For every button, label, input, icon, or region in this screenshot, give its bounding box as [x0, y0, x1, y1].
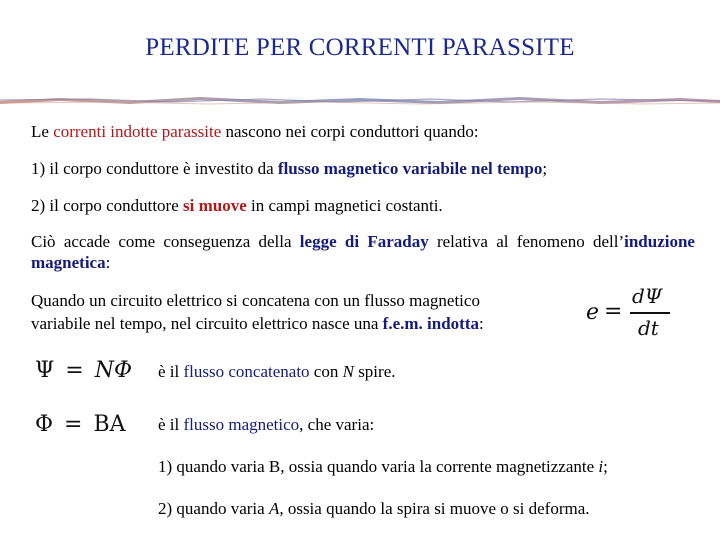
text: ossia quando la spira si muove o si deforma. — [283, 499, 590, 518]
text: è il — [158, 415, 184, 434]
formula-symbol: = — [64, 412, 83, 437]
text: spire. — [353, 362, 396, 381]
case-1 — [158, 456, 608, 477]
keyword-fem-indotta: f.e.m. indotta — [382, 314, 479, 333]
formula-symbol: Ψ — [35, 358, 55, 383]
text: : — [478, 314, 484, 333]
text: 1) quando varia B, ossia quando varia la corrente magnetizzante — [158, 457, 599, 476]
formula-symbol: NΦ — [94, 358, 133, 383]
text: ; — [603, 457, 608, 476]
text: 2) quando varia — [158, 499, 269, 518]
keyword-flusso-concatenato: flusso concatenato — [183, 362, 310, 381]
faraday-paragraph — [31, 231, 695, 273]
page-title: PERDITE PER CORRENTI PARASSITE — [145, 34, 575, 61]
text: Ciò accade come conseguenza della — [31, 232, 300, 251]
psi-description — [158, 361, 395, 382]
fraction-bar — [630, 312, 670, 314]
keyword-si-muove: si muove — [183, 196, 247, 215]
keyword-flusso-variabile: flusso magnetico variabile nel tempo — [277, 159, 543, 178]
intro-line — [31, 121, 479, 142]
formula-phi — [35, 412, 145, 442]
formula-symbol: e — [586, 300, 600, 325]
text: ; — [542, 159, 548, 178]
text: i — [598, 457, 604, 476]
keyword-legge-faraday: legge di Faraday — [299, 232, 429, 251]
text: nascono nei corpi conduttori quando: — [221, 122, 479, 141]
condition-1 — [31, 158, 547, 179]
circuit-line-2 — [31, 313, 484, 334]
formula-symbol: dt — [638, 316, 659, 340]
text: 1) il corpo conduttore è investito da — [31, 159, 278, 178]
condition-2 — [31, 195, 443, 216]
text: con — [309, 362, 343, 381]
keyword-flusso-magnetico: flusso magnetico — [183, 415, 300, 434]
text: , che varia: — [299, 415, 375, 434]
formula-symbol: = — [604, 299, 623, 324]
formula-emf — [586, 284, 686, 344]
circuit-line-1 — [31, 290, 480, 311]
text: in campi magnetici costanti. — [246, 196, 443, 215]
keyword-correnti-parassite: correnti indotte parassite — [53, 122, 222, 141]
text: Le — [31, 122, 54, 141]
formula-symbol: dΨ — [632, 284, 663, 308]
text: è il — [158, 362, 184, 381]
formula-symbol: Φ — [35, 412, 54, 437]
text: 2) il corpo conduttore — [31, 196, 184, 215]
decorative-divider — [0, 92, 720, 108]
formula-symbol: = — [65, 358, 84, 383]
case-2 — [158, 498, 590, 519]
formula-psi — [35, 358, 145, 388]
text: : — [105, 253, 111, 272]
phi-description — [158, 414, 374, 435]
text: Quando un circuito elettrico si concatena con un flusso magnetico — [31, 291, 480, 310]
formula-symbol: BA — [93, 412, 126, 437]
keyword-induzione-magnetica: induzione magnetica — [31, 232, 695, 272]
text: N — [342, 362, 354, 381]
text: A, — [268, 499, 284, 518]
text: variabile nel tempo, nel circuito elettrico nasce una — [31, 314, 383, 333]
text: relativa al fenomeno dell’ — [428, 232, 625, 251]
